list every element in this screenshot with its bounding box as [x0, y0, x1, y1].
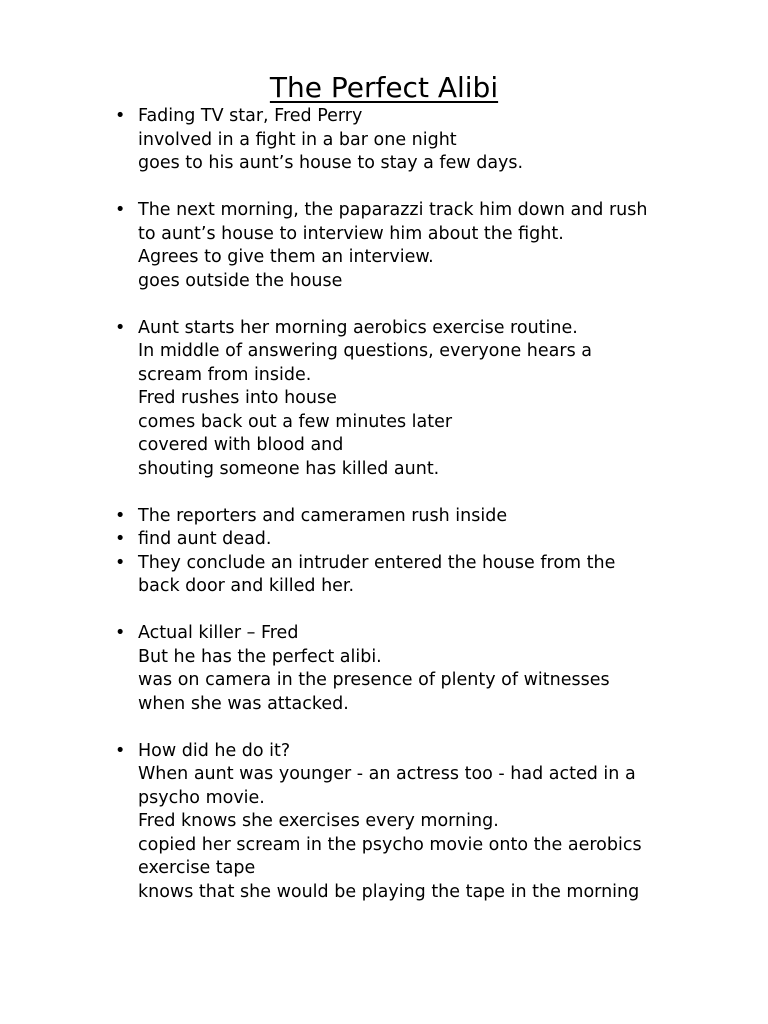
bullet-icon: •	[115, 529, 126, 549]
bullet-group	[115, 622, 755, 716]
bullet-list	[115, 105, 755, 928]
bullet-line: covered with blood and	[138, 435, 344, 455]
bullet-line: when she was attacked.	[138, 693, 349, 714]
bullet-item	[115, 105, 755, 176]
bullet-line: psycho movie.	[138, 787, 265, 808]
bullet-item	[115, 199, 755, 293]
bullet-line: comes back out a few minutes later	[138, 411, 453, 432]
page-title: The Perfect Alibi	[269, 71, 499, 104]
bullet-item	[115, 528, 755, 552]
bullet-line: exercise tape	[138, 858, 256, 878]
bullet-line: They conclude an intruder entered the house from the	[138, 552, 616, 573]
bullet-icon: •	[115, 106, 126, 126]
bullet-line: Actual killer – Fred	[138, 623, 299, 643]
bullet-icon: •	[115, 200, 126, 220]
bullet-line: Fred knows she exercises every morning.	[138, 811, 499, 831]
bullet-item	[115, 740, 755, 905]
bullet-line: When aunt was younger - an actress too - had acted in a	[138, 764, 636, 784]
bullet-line: knows that she would be playing the tape in the morning	[138, 881, 640, 902]
bullet-line: back door and killed her.	[138, 576, 355, 596]
bullet-group	[115, 105, 755, 176]
bullet-item	[115, 622, 755, 716]
bullet-line: The reporters and cameramen rush inside	[138, 505, 508, 526]
bullet-line: Fred rushes into house	[138, 388, 337, 408]
bullet-group	[115, 740, 755, 905]
bullet-line: shouting someone has killed aunt.	[138, 458, 440, 479]
bullet-line: copied her scream in the psycho movie onto the aerobics	[138, 834, 642, 855]
bullet-group	[115, 199, 755, 293]
bullet-line: was on camera in the presence of plenty of witnesses	[138, 670, 610, 690]
bullet-line: to aunt’s house to interview him about the fight.	[138, 223, 564, 244]
bullet-icon: •	[115, 505, 126, 526]
bullet-group	[115, 317, 755, 482]
bullet-icon: •	[115, 623, 126, 643]
bullet-line: But he has the perfect alibi.	[138, 646, 382, 667]
bullet-item	[115, 552, 755, 599]
bullet-line: find aunt dead.	[138, 529, 272, 549]
bullet-line: scream from inside.	[138, 364, 312, 385]
bullet-line: In middle of answering questions, everyone hears a	[138, 341, 592, 361]
bullet-icon: •	[115, 552, 126, 573]
bullet-line: Fading TV star, Fred Perry	[138, 106, 363, 126]
bullet-line: goes outside the house	[138, 270, 343, 291]
bullet-line: How did he do it?	[138, 740, 291, 761]
bullet-line: goes to his aunt’s house to stay a few days.	[138, 153, 524, 173]
bullet-icon: •	[115, 317, 126, 338]
bullet-item	[115, 317, 755, 482]
bullet-line: The next morning, the paparazzi track him down and rush	[138, 200, 648, 220]
bullet-line: involved in a fight in a bar one night	[138, 129, 457, 150]
bullet-icon: •	[115, 740, 126, 761]
bullet-line: Agrees to give them an interview.	[138, 247, 434, 267]
bullet-line: Aunt starts her morning aerobics exercise routine.	[138, 317, 578, 338]
bullet-group	[115, 505, 755, 599]
bullet-item	[115, 505, 755, 529]
